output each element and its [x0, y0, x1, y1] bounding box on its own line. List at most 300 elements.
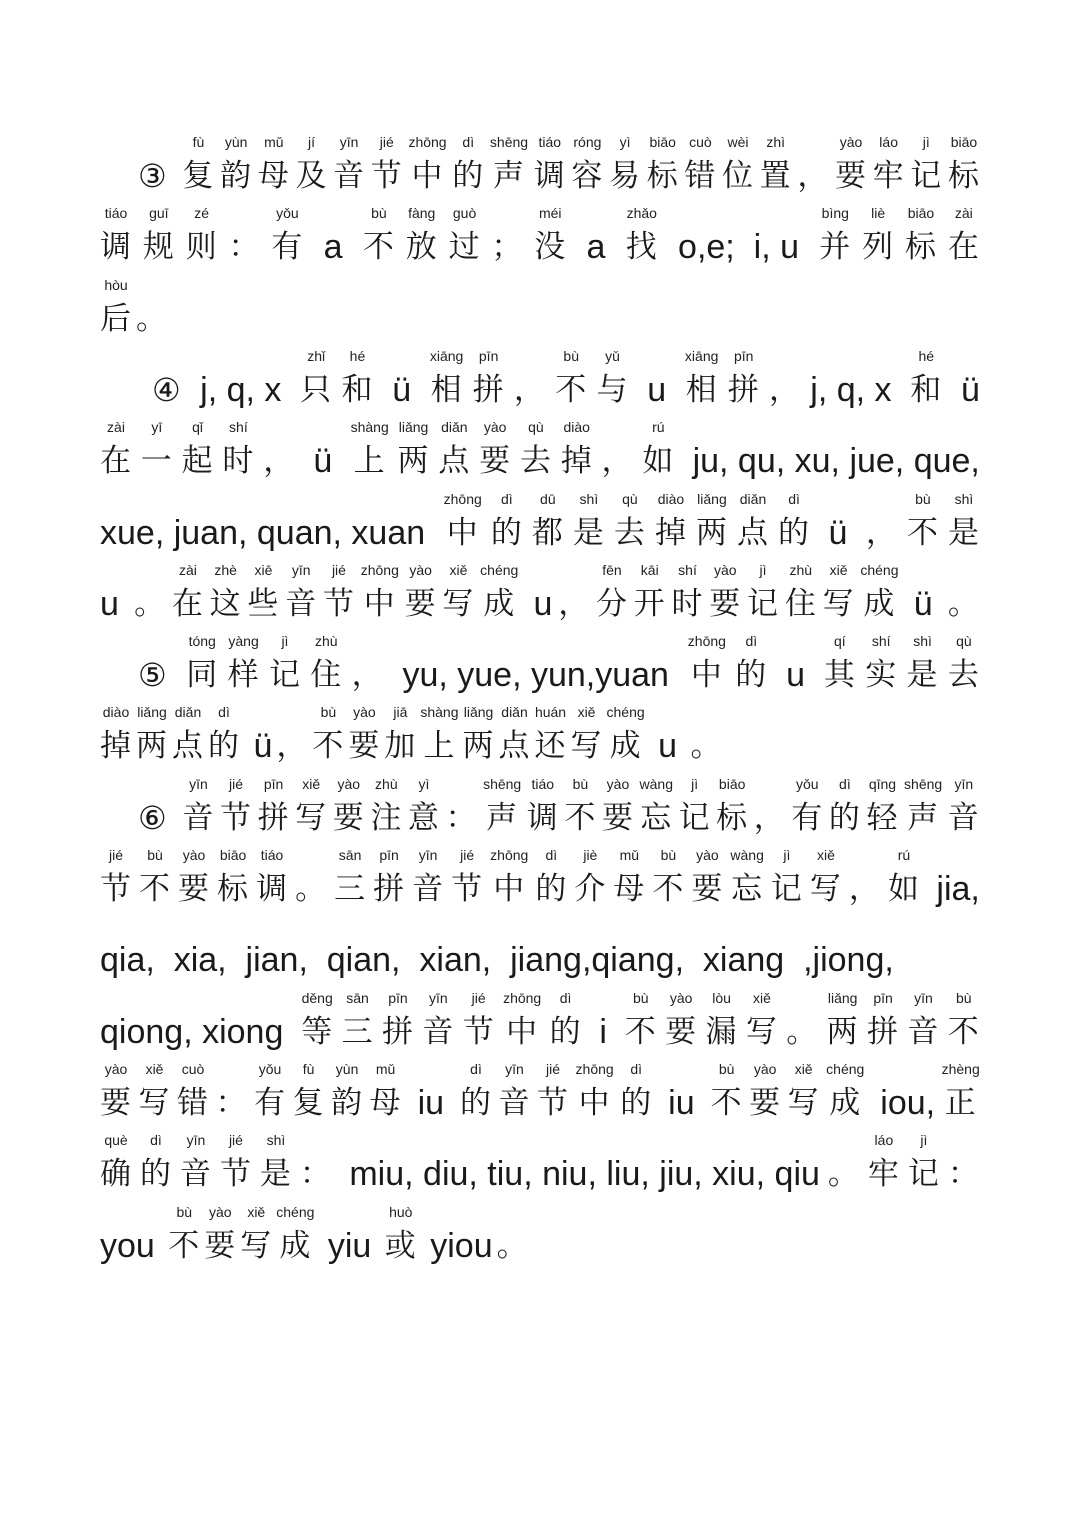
ruby-char	[258, 126, 290, 196]
pinyin-annotation: jié	[228, 1132, 243, 1149]
ruby-char	[323, 554, 355, 624]
ruby-char	[452, 126, 484, 196]
hanzi-char: 三	[341, 1013, 374, 1050]
hanzi-char: 要	[100, 1084, 132, 1121]
hanzi-char: 复	[292, 1084, 325, 1121]
pinyin-annotation: diǎn	[739, 490, 767, 507]
pinyin-annotation: zhù	[789, 561, 813, 578]
text-line	[100, 340, 1032, 410]
pinyin-annotation: liǎng	[697, 490, 727, 507]
hanzi-char: 加	[384, 728, 417, 765]
hanzi-char: 节	[462, 1013, 495, 1050]
hanzi-char: 音	[907, 1013, 940, 1050]
hanzi-char: 有	[271, 229, 304, 266]
hanzi-char: 不	[139, 871, 172, 907]
pinyin-annotation: bìng	[821, 205, 849, 222]
ruby-char	[445, 768, 477, 838]
hanzi-char: ，	[513, 371, 546, 408]
hanzi-char: 要	[749, 1084, 782, 1121]
pinyin-annotation: yào	[753, 1060, 777, 1077]
ruby-char	[334, 839, 366, 909]
pinyin-annotation: liǎng	[463, 704, 494, 721]
ruby-char	[312, 696, 344, 766]
ruby-char	[422, 982, 454, 1052]
ruby-char	[849, 839, 881, 909]
hanzi-char: 节	[537, 1084, 570, 1121]
pinyin-annotation: xiē	[254, 561, 273, 578]
pinyin-annotation: zhōng	[575, 1060, 614, 1077]
text-line	[100, 1196, 980, 1266]
ruby-char	[948, 768, 980, 838]
pinyin-annotation: shì	[579, 490, 599, 507]
text-line	[100, 126, 1018, 196]
pinyin-annotation: biāo	[950, 134, 978, 150]
pinyin-example: ju, qu, xu, jue, que,	[683, 442, 980, 481]
ruby-char	[866, 768, 898, 838]
hanzi-char: 。	[690, 728, 723, 765]
pinyin-annotation: yī	[151, 419, 163, 436]
pinyin-annotation: biāo	[219, 847, 247, 863]
hanzi-char: 去	[613, 514, 646, 551]
ruby-char	[873, 126, 905, 196]
hanzi-char: ，	[848, 871, 881, 907]
hanzi-char: 音	[179, 1156, 212, 1193]
hanzi-char: 音	[285, 585, 318, 622]
ruby-char	[430, 340, 463, 410]
ruby-char	[497, 1196, 529, 1266]
hanzi-char: ；	[491, 229, 524, 266]
ruby-char	[208, 696, 240, 766]
pinyin-annotation: zhè	[214, 561, 237, 578]
pinyin-annotation: láo	[879, 134, 898, 150]
hanzi-char: 标	[217, 871, 250, 907]
ruby-char	[797, 126, 829, 196]
pinyin-example: u	[637, 370, 676, 409]
text-line	[100, 910, 980, 980]
hanzi-char: 两	[695, 514, 728, 551]
text-line	[100, 839, 980, 909]
ruby-char	[240, 1196, 272, 1266]
ruby-char	[473, 340, 505, 410]
ruby-char	[228, 625, 260, 695]
hanzi-char: 及	[295, 158, 328, 194]
hanzi-char: 时	[671, 585, 704, 622]
pinyin-annotation: yùn	[224, 134, 248, 150]
hanzi-char: 写	[442, 585, 475, 622]
hanzi-char: 上	[423, 728, 456, 765]
ruby-char	[503, 982, 541, 1052]
hanzi-char: 音	[422, 1013, 455, 1050]
pinyin-annotation: huán	[534, 704, 567, 721]
ruby-char	[865, 625, 897, 695]
ruby-char	[408, 126, 446, 196]
pinyin-annotation: shēng	[483, 775, 522, 792]
hanzi-char: 写	[822, 585, 855, 622]
ruby-char	[576, 1053, 614, 1123]
ruby-char	[263, 411, 295, 481]
ruby-char	[363, 197, 395, 267]
pinyin-example: j, q, x	[200, 370, 291, 409]
pinyin-annotation: huò	[389, 1203, 413, 1220]
pinyin-annotation: jié	[379, 134, 394, 150]
pinyin-example: miu, diu, tiu, niu, liu, jiu, xiu, qiu	[339, 1155, 820, 1194]
pinyin-annotation: xiě	[816, 847, 835, 863]
ruby-char	[438, 411, 470, 481]
ruby-char	[451, 839, 483, 909]
hanzi-char: ，	[276, 728, 309, 765]
hanzi-char: 去	[947, 657, 980, 694]
ruby-char	[460, 1053, 492, 1123]
ruby-char	[406, 197, 438, 267]
hanzi-char: 不	[168, 1227, 201, 1264]
hanzi-char: ：	[215, 1084, 248, 1121]
ruby-char	[100, 269, 132, 339]
ruby-char	[310, 625, 342, 695]
ruby-char	[420, 696, 458, 766]
hanzi-char: 不	[362, 229, 395, 266]
hanzi-char: 拼	[727, 371, 760, 408]
ruby-char	[607, 696, 645, 766]
ruby-char	[735, 625, 767, 695]
ruby-char	[908, 1124, 940, 1194]
ruby-char	[342, 982, 374, 1052]
ruby-char	[910, 340, 942, 410]
pinyin-annotation: mǔ	[619, 847, 640, 863]
ruby-char	[791, 768, 823, 838]
hanzi-char: 节	[219, 1156, 252, 1193]
hanzi-char: 要	[404, 585, 437, 622]
pinyin-example: a	[577, 228, 615, 267]
ruby-char	[535, 839, 567, 909]
pinyin-annotation: guī	[149, 205, 169, 222]
hanzi-char: 注	[370, 799, 403, 836]
hanzi-char: 则	[185, 229, 218, 266]
ruby-char	[679, 768, 711, 838]
pinyin-annotation: dì	[150, 1132, 162, 1149]
text-line	[100, 982, 980, 1052]
ruby-char	[384, 696, 416, 766]
hanzi-char: 如	[642, 443, 675, 480]
ruby-char	[564, 768, 596, 838]
ruby-char	[514, 340, 546, 410]
ruby-char	[948, 483, 980, 553]
pinyin-annotation: liǎng	[398, 419, 429, 436]
ruby-char	[942, 1053, 980, 1123]
text-line	[100, 768, 1018, 838]
hanzi-char: 同	[186, 657, 219, 694]
pinyin-annotation: jì	[759, 561, 767, 578]
ruby-char	[295, 768, 327, 838]
hanzi-char: 在	[100, 443, 132, 480]
hanzi-char: 不	[947, 1013, 980, 1050]
ruby-char	[788, 1053, 820, 1123]
ruby-char	[444, 483, 482, 553]
pinyin-annotation: yào	[696, 847, 719, 863]
hanzi-char: ，	[601, 443, 634, 480]
pinyin-annotation: liǎng	[137, 704, 167, 721]
ruby-char	[139, 1053, 171, 1123]
pinyin-annotation: jié	[460, 847, 475, 863]
ruby-char	[688, 625, 726, 695]
pinyin-annotation: jié	[546, 1060, 561, 1077]
ruby-char	[220, 1124, 252, 1194]
ruby-char	[352, 625, 384, 695]
hanzi-char: 找	[625, 229, 658, 266]
pinyin-example: i	[589, 1012, 617, 1051]
ruby-char	[483, 768, 521, 838]
pinyin-annotation: zhōng	[443, 490, 482, 507]
hanzi-char: 与	[596, 371, 629, 408]
hanzi-char: ：	[445, 799, 478, 836]
pinyin-annotation: xiě	[302, 775, 321, 792]
hanzi-char: 后	[100, 300, 132, 337]
pinyin-annotation: xiāng	[684, 347, 719, 364]
ruby-char	[948, 126, 980, 196]
ruby-char	[333, 126, 365, 196]
pinyin-annotation: hòu	[104, 276, 128, 293]
hanzi-char: 记	[747, 585, 780, 622]
ruby-char	[684, 126, 716, 196]
ruby-char	[300, 340, 332, 410]
pinyin-annotation: yào	[483, 419, 507, 436]
text-line	[100, 696, 980, 766]
pinyin-example: xue, juan, quan, xuan	[100, 513, 435, 552]
hanzi-char: 音	[182, 799, 215, 836]
hanzi-char: 调	[526, 799, 559, 836]
hanzi-char: 上	[353, 443, 386, 480]
pinyin-annotation: yào	[606, 775, 630, 792]
ruby-char	[907, 625, 939, 695]
hanzi-char: 母	[613, 871, 646, 907]
hanzi-char: 点	[172, 728, 204, 765]
hanzi-char: 韵	[331, 1084, 364, 1121]
pinyin-annotation: zài	[954, 205, 973, 222]
ruby-char	[183, 126, 215, 196]
pinyin-annotation: yīn	[291, 561, 311, 578]
pinyin-annotation: chéng	[826, 1060, 865, 1077]
pinyin-annotation: rú	[897, 847, 911, 863]
pinyin-annotation: zhì	[766, 134, 786, 150]
hanzi-char: 写	[295, 799, 328, 836]
pinyin-annotation: jié	[471, 989, 486, 1006]
pinyin-annotation: yào	[104, 1060, 128, 1077]
pinyin-annotation: fù	[302, 1060, 315, 1077]
ruby-char	[260, 1124, 292, 1194]
pinyin-annotation: yào	[669, 989, 693, 1006]
text-line	[100, 1124, 980, 1194]
ruby-char	[614, 483, 646, 553]
hanzi-char: 错	[684, 158, 717, 194]
ruby-char	[490, 126, 528, 196]
hanzi-char: 节	[100, 871, 132, 907]
pinyin-annotation: bù	[660, 847, 677, 863]
hanzi-char: 列	[862, 229, 895, 266]
pinyin-annotation: shì	[954, 490, 974, 507]
hanzi-char: 。	[136, 300, 168, 337]
ruby-char	[442, 554, 474, 624]
ruby-char	[596, 554, 628, 624]
ruby-char	[640, 768, 673, 838]
hanzi-char: 去	[519, 443, 552, 480]
ruby-char	[613, 839, 645, 909]
pinyin-example: yiu	[318, 1226, 381, 1265]
ruby-char	[370, 1053, 402, 1123]
hanzi-char: 中	[363, 585, 396, 622]
pinyin-example: a	[314, 228, 353, 267]
pinyin-annotation: bù	[572, 775, 589, 792]
hanzi-char: 母	[257, 158, 290, 194]
pinyin-annotation: yīn	[339, 134, 359, 150]
ruby-char	[412, 839, 444, 909]
ruby-char	[100, 411, 132, 481]
hanzi-char: 住	[784, 585, 817, 622]
ruby-char	[905, 197, 937, 267]
hanzi-char: 开	[633, 585, 666, 622]
hanzi-char: 和	[910, 371, 943, 408]
ruby-char	[634, 554, 666, 624]
ruby-char	[786, 982, 818, 1052]
hanzi-char: 介	[574, 871, 607, 907]
hanzi-char: 这	[209, 585, 242, 622]
pinyin-annotation: yǔ	[605, 347, 620, 364]
pinyin-annotation: mǔ	[375, 1060, 396, 1077]
ruby-char	[180, 1124, 212, 1194]
ruby-char	[331, 1053, 363, 1123]
pinyin-example: yiou	[420, 1226, 493, 1265]
ruby-char	[168, 1196, 200, 1266]
ruby-char	[141, 411, 173, 481]
hanzi-char: 的	[139, 1156, 172, 1193]
hanzi-char: 。	[496, 1227, 529, 1264]
ruby-char	[778, 483, 810, 553]
ruby-char	[826, 1053, 864, 1123]
hanzi-char: 标	[904, 229, 937, 266]
ruby-char	[948, 982, 980, 1052]
hanzi-char: 中	[578, 1084, 611, 1121]
pinyin-annotation: láo	[874, 1132, 894, 1149]
ruby-char	[408, 768, 440, 838]
pinyin-example: ü	[244, 727, 273, 766]
pinyin-annotation: jì	[783, 847, 791, 863]
pinyin-annotation: jì	[920, 1132, 928, 1149]
hanzi-char: 拼	[867, 1013, 900, 1050]
hanzi-char: ，	[768, 371, 801, 408]
ruby-char	[691, 839, 723, 909]
pinyin-annotation: shēng	[904, 775, 943, 792]
hanzi-char: 记	[268, 657, 301, 694]
pinyin-annotation: shì	[913, 633, 932, 650]
hanzi-char: 不	[564, 799, 597, 836]
ruby-char	[136, 696, 168, 766]
pinyin-annotation: yǒu	[276, 205, 299, 222]
ruby-char	[285, 554, 317, 624]
item-number: ⑥	[138, 798, 177, 837]
pinyin-annotation: zhèng	[941, 1060, 980, 1077]
pinyin-annotation: shí	[229, 419, 248, 436]
pinyin-annotation: cuò	[689, 134, 712, 150]
ruby-char	[534, 197, 566, 267]
ruby-char	[370, 768, 402, 838]
pinyin-annotation: shì	[266, 1132, 286, 1149]
ruby-char	[625, 982, 657, 1052]
pinyin-annotation: qù	[956, 633, 972, 650]
pinyin-annotation: wèi	[727, 134, 749, 150]
ruby-char	[829, 768, 861, 838]
ruby-char	[907, 982, 939, 1052]
pinyin-annotation: biāo	[718, 775, 746, 792]
pinyin-annotation: zhù	[375, 775, 398, 792]
pinyin-annotation: zhōng	[408, 134, 447, 150]
pinyin-annotation: jié	[331, 561, 346, 578]
pinyin-annotation: diào	[657, 490, 685, 507]
ruby-char	[491, 197, 523, 267]
pinyin-annotation: qīng	[868, 775, 897, 792]
hanzi-char: 有	[791, 799, 824, 836]
pinyin-annotation: diǎn	[501, 704, 528, 721]
ruby-char	[948, 1124, 980, 1194]
hanzi-char: 三	[334, 871, 367, 907]
pinyin-annotation: jì	[922, 134, 930, 150]
hanzi-char: 记	[910, 158, 943, 194]
ruby-char	[229, 197, 261, 267]
pinyin-annotation: diào	[102, 704, 130, 721]
hanzi-char: 的	[778, 514, 811, 551]
pinyin-annotation: mǔ	[264, 134, 284, 150]
pinyin-annotation: zhōng	[503, 989, 542, 1006]
ruby-char	[490, 839, 528, 909]
pinyin-example: ü	[819, 513, 857, 552]
ruby-char	[216, 1053, 248, 1123]
ruby-char	[463, 982, 495, 1052]
hanzi-char: 调	[256, 871, 289, 907]
pinyin-annotation: dì	[470, 1060, 482, 1077]
ruby-char	[177, 1053, 209, 1123]
ruby-char	[385, 1196, 417, 1266]
pinyin-annotation: chéng	[606, 704, 645, 721]
pinyin-annotation: bù	[320, 704, 337, 721]
pinyin-annotation: méi	[538, 205, 562, 222]
pinyin-annotation: zhōng	[360, 561, 399, 578]
text-line	[100, 269, 980, 339]
pinyin-annotation: zhōng	[490, 847, 529, 863]
hanzi-char: 不	[312, 728, 345, 765]
hanzi-char: 的	[620, 1084, 653, 1121]
hanzi-char: 实	[865, 657, 898, 694]
ruby-char	[247, 554, 279, 624]
ruby-char	[571, 126, 603, 196]
hanzi-char: 还	[534, 728, 567, 765]
ruby-char	[532, 483, 564, 553]
pinyin-example: ü	[303, 442, 342, 481]
pinyin-annotation: dì	[630, 1060, 643, 1077]
ruby-char	[810, 839, 842, 909]
hanzi-char: 要	[204, 1227, 237, 1264]
pinyin-annotation: cuò	[181, 1060, 205, 1077]
pinyin-annotation: dì	[218, 704, 230, 721]
hanzi-char: 一	[140, 443, 173, 480]
ruby-char	[904, 768, 942, 838]
hanzi-char: 拼	[472, 371, 505, 408]
pinyin-annotation: zhōng	[687, 633, 726, 650]
ruby-char	[948, 197, 980, 267]
pinyin-annotation: bù	[563, 347, 579, 364]
pinyin-annotation: pīn	[388, 989, 408, 1006]
hanzi-char: 时	[222, 443, 255, 480]
pinyin-annotation: bù	[176, 1203, 193, 1220]
ruby-char	[749, 1053, 781, 1123]
ruby-char	[535, 696, 567, 766]
pinyin-annotation: bù	[956, 989, 972, 1006]
